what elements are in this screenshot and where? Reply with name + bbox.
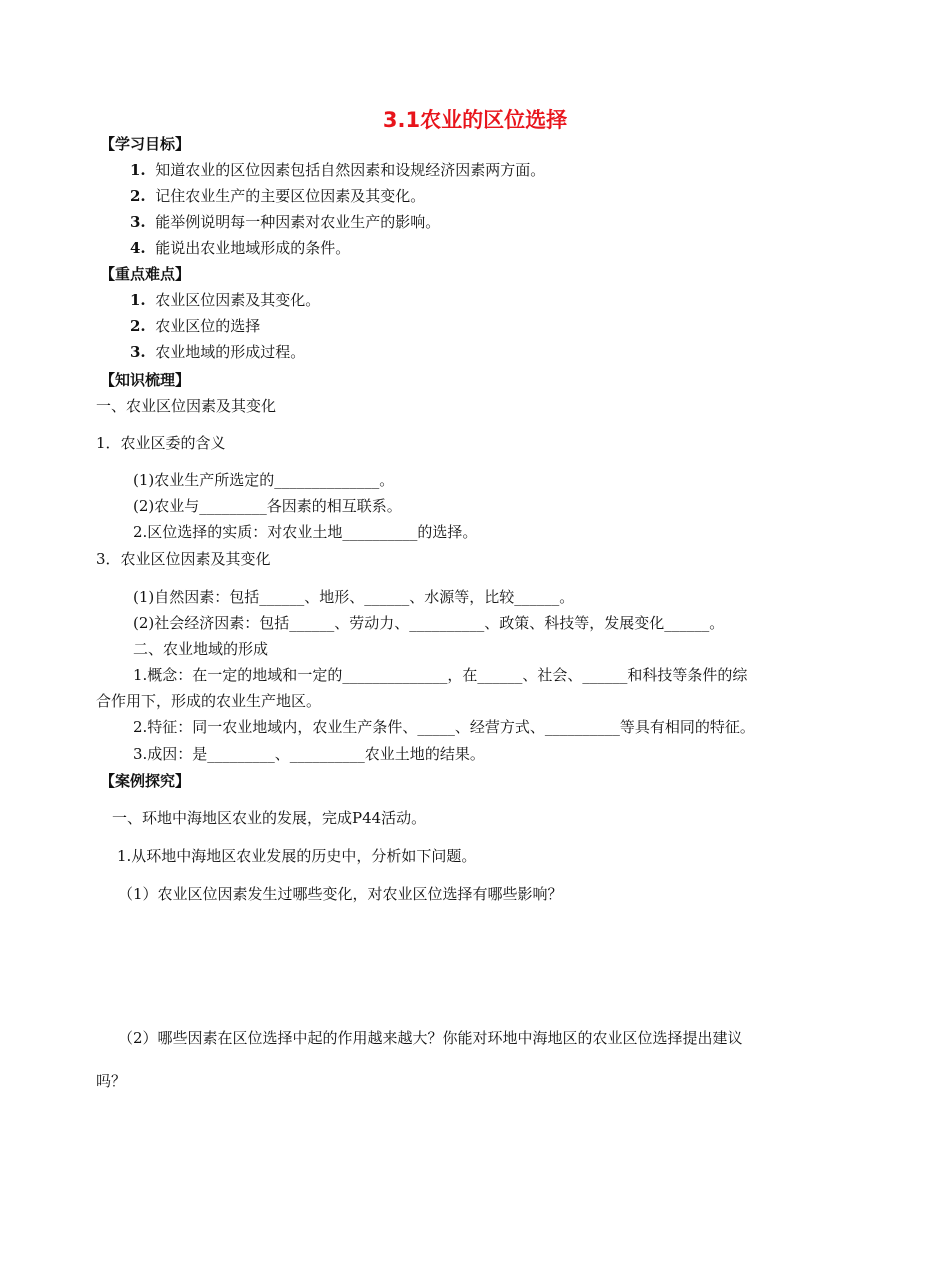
knowledge-line: (1)自然因素：包括______、地形、______、水源等，比较______。	[133, 588, 575, 606]
case-question: （1）农业区位因素发生过哪些变化，对农业区位选择有哪些影响？	[118, 885, 563, 903]
knowledge-line: 3．农业区位因素及其变化	[96, 550, 271, 568]
knowledge-line: 1.概念：在一定的地域和一定的______________，在______、社会、______和科技等条件的综	[133, 666, 748, 684]
goal-item: 1. 知道农业的区位因素包括自然因素和设规经济因素两方面。	[130, 161, 546, 179]
knowledge-line: (2)农业与_________各因素的相互联系。	[133, 497, 402, 515]
goal-item: 3. 能举例说明每一种因素对农业生产的影响。	[130, 213, 441, 231]
key-item: 3. 农业地域的形成过程。	[130, 343, 306, 361]
knowledge-line: 二、农业地域的形成	[133, 640, 269, 658]
section-heading-goals: 【学习目标】	[100, 135, 191, 153]
knowledge-line: 2.特征：同一农业地域内，农业生产条件、_____、经营方式、__________等具有相同的特征。	[133, 718, 755, 736]
knowledge-line: (2)社会经济因素：包括______、劳动力、__________、政策、科技等，发展变化______。	[133, 614, 725, 632]
key-item: 1. 农业区位因素及其变化。	[130, 291, 321, 309]
case-question: （2）哪些因素在区位选择中起的作用越来越大？你能对环地中海地区的农业区位选择提出建议	[118, 1029, 743, 1047]
knowledge-line: 一、农业区位因素及其变化	[96, 397, 277, 415]
goal-item: 4. 能说出农业地域形成的条件。	[130, 239, 351, 257]
goal-item: 2. 记住农业生产的主要区位因素及其变化。	[130, 187, 426, 205]
section-heading-knowledge: 【知识梳理】	[100, 371, 191, 389]
section-heading-key: 【重点难点】	[100, 265, 191, 283]
case-line: 一、环地中海地区农业的发展，完成P44活动。	[112, 809, 427, 827]
knowledge-line: 2.区位选择的实质：对农业土地__________的选择。	[133, 523, 478, 541]
section-heading-case: 【案例探究】	[100, 772, 191, 790]
knowledge-line: 1．农业区委的含义	[96, 434, 226, 452]
page-title: 3.1农业的区位选择	[382, 108, 568, 132]
key-item: 2. 农业区位的选择	[130, 317, 261, 335]
case-line: 1.从环地中海地区农业发展的历史中，分析如下问题。	[117, 847, 477, 865]
case-question-continued: 吗？	[96, 1072, 127, 1090]
knowledge-line: (1)农业生产所选定的______________。	[133, 471, 395, 489]
knowledge-line: 合作用下，形成的农业生产地区。	[96, 692, 322, 710]
knowledge-line: 3.成因：是_________、__________农业土地的结果。	[133, 745, 485, 763]
